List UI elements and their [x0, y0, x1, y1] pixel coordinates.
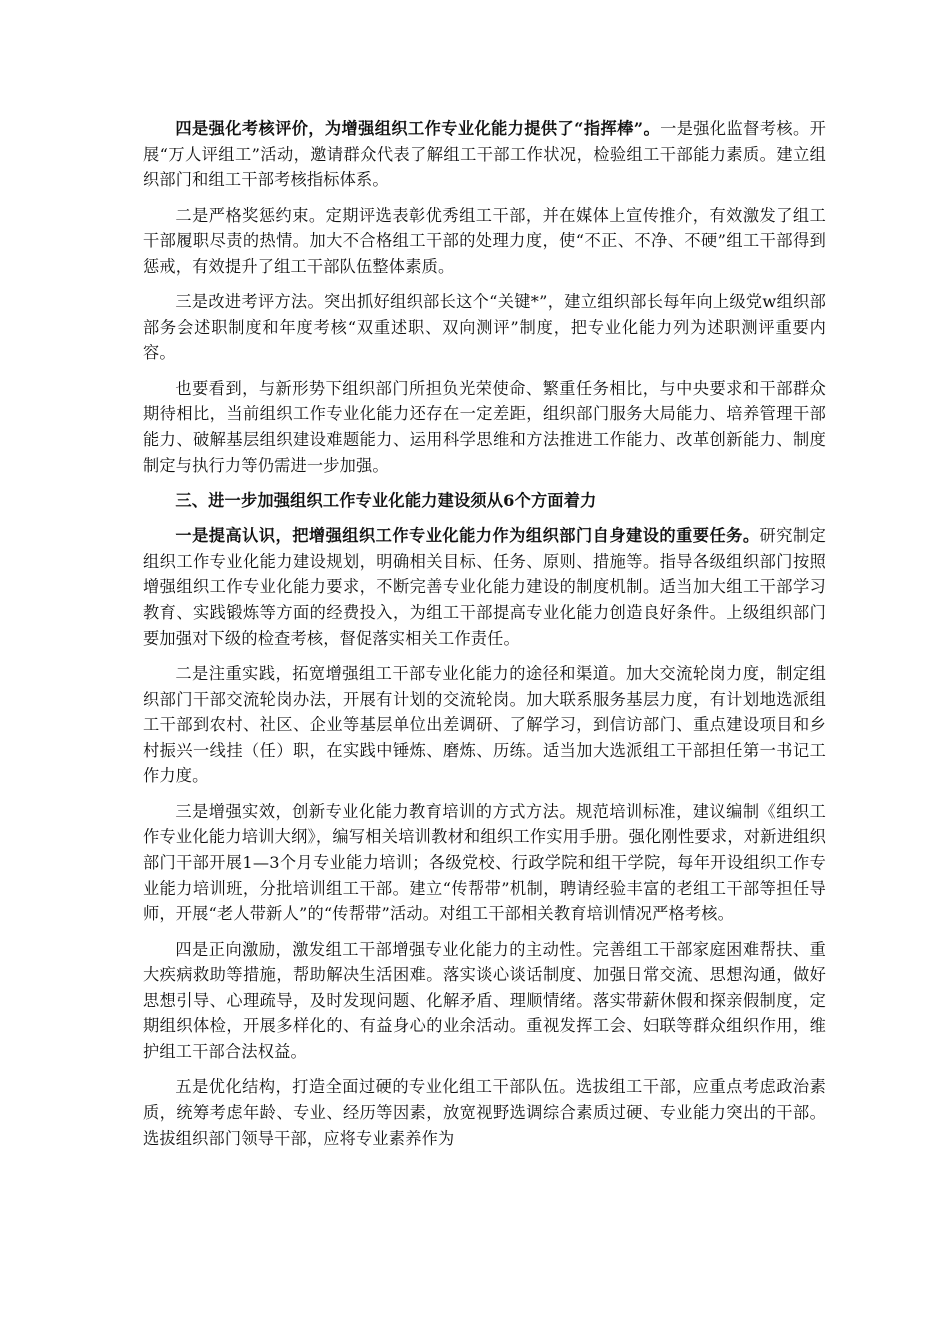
paragraph-practice — [143, 661, 826, 789]
paragraph-gaps — [143, 376, 826, 478]
paragraph-structure — [143, 1074, 826, 1151]
paragraph-rewards — [143, 203, 826, 280]
paragraph-incentives — [143, 937, 826, 1065]
paragraph-text: 三是增强实效，创新专业化能力教育培训的方式方法。规范培训标准，建议编制《组织工作专业化能力培训大纲》，编写相关培训教材和组织工作实用手册。强化刚性要求，对新进组织部门干部开展1—3个月专业能力培训；各级党校、行政学院和组干学院，每年开设组织工作专业能力培训班，分批培训组工干部。建立“传帮带”机制，聘请经验丰富的老组工干部等担任导师，开展“老人带新人”的“传帮带”活动。对组工干部相关教育培训情况严格考核。 — [143, 801, 826, 924]
paragraph-awareness — [143, 523, 826, 651]
paragraph-text: 三是改进考评方法。突出抓好组织部长这个“关键*”，建立组织部长每年向上级党w组织部部务会述职制度和年度考核“双重述职、双向测评”制度，把专业化能力列为述职测评重要内容。 — [143, 292, 826, 363]
section-heading-text: 三、进一步加强组织工作专业化能力建设须从6个方面着力 — [175, 490, 597, 510]
paragraph-text: 研究制定组织工作专业化能力建设规划，明确相关目标、任务、原则、措施等。指导各级组织部门按照增强组织工作专业化能力要求，不断完善专业化能力建设的制度机制。适当加大组工干部学习教育、实践锻炼等方面的经费投入，为组工干部提高专业化能力创造良好条件。上级组织部门要加强对下级的检查考核，督促落实相关工作责任。 — [143, 526, 826, 648]
section-heading — [143, 488, 826, 514]
paragraph-lead: 四是强化考核评价，为增强组织工作专业化能力提供了“指挥棒”。 — [175, 119, 661, 138]
paragraph-text: 二是注重实践，拓宽增强组工干部专业化能力的途径和渠道。加大交流轮岗力度，制定组织部门干部交流轮岗办法，开展有计划的交流轮岗。加大联系服务基层力度，有计划地选派组工干部到农村、社区、企业等基层单位出差调研、了解学习，到信访部门、重点建设项目和乡村振兴一线挂（任）职，在实践中锤炼、磨炼、历练。适当加大选派组工干部担任第一书记工作力度。 — [143, 664, 826, 786]
paragraph-training — [143, 799, 826, 927]
paragraph-text: 四是正向激励，激发组工干部增强专业化能力的主动性。完善组工干部家庭困难帮扶、重大疾病救助等措施，帮助解决生活困难。落实谈心谈话制度、加强日常交流、思想沟通，做好思想引导、心理疏导，及时发现问题、化解矛盾、理顺情绪。落实带薪休假和探亲假制度，定期组织体检，开展多样化的、有益身心的业余活动。重视发挥工会、妇联等群众组织作用，维护组工干部合法权益。 — [143, 939, 826, 1061]
paragraph-text: 二是严格奖惩约束。定期评选表彰优秀组工干部，并在媒体上宣传推介，有效激发了组工干部履职尽责的热情。加大不合格组工干部的处理力度，使“不正、不净、不硬”组工干部得到惩戒，有效提升了组工干部队伍整体素质。 — [143, 205, 826, 276]
paragraph-evaluation-method — [143, 289, 826, 366]
paragraph-lead: 一是提高认识，把增强组织工作专业化能力作为组织部门自身建设的重要任务。 — [175, 526, 760, 546]
paragraph-text: 五是优化结构，打造全面过硬的专业化组工干部队伍。选拔组工干部，应重点考虑政治素质，统筹考虑年龄、专业、经历等因素，放宽视野选调综合素质过硬、专业能力突出的干部。选拔组织部门领导干部，应将专业素养作为 — [143, 1077, 826, 1148]
paragraph-assessment — [143, 116, 826, 193]
paragraph-text: 一是强化监督考核。开展“万人评组工”活动，邀请群众代表了解组工干部工作状况，检验组工干部能力素质。建立组织部门和组工干部考核指标体系。 — [143, 119, 826, 190]
document-page — [143, 116, 826, 1161]
paragraph-text: 也要看到，与新形势下组织部门所担负光荣使命、繁重任务相比，与中央要求和干部群众期待相比，当前组织工作专业化能力还存在一定差距，组织部门服务大局能力、培养管理干部能力、破解基层组织建设难题能力、运用科学思维和方法推进工作能力、改革创新能力、制度制定与执行力等仍需进一步加强。 — [143, 378, 826, 475]
